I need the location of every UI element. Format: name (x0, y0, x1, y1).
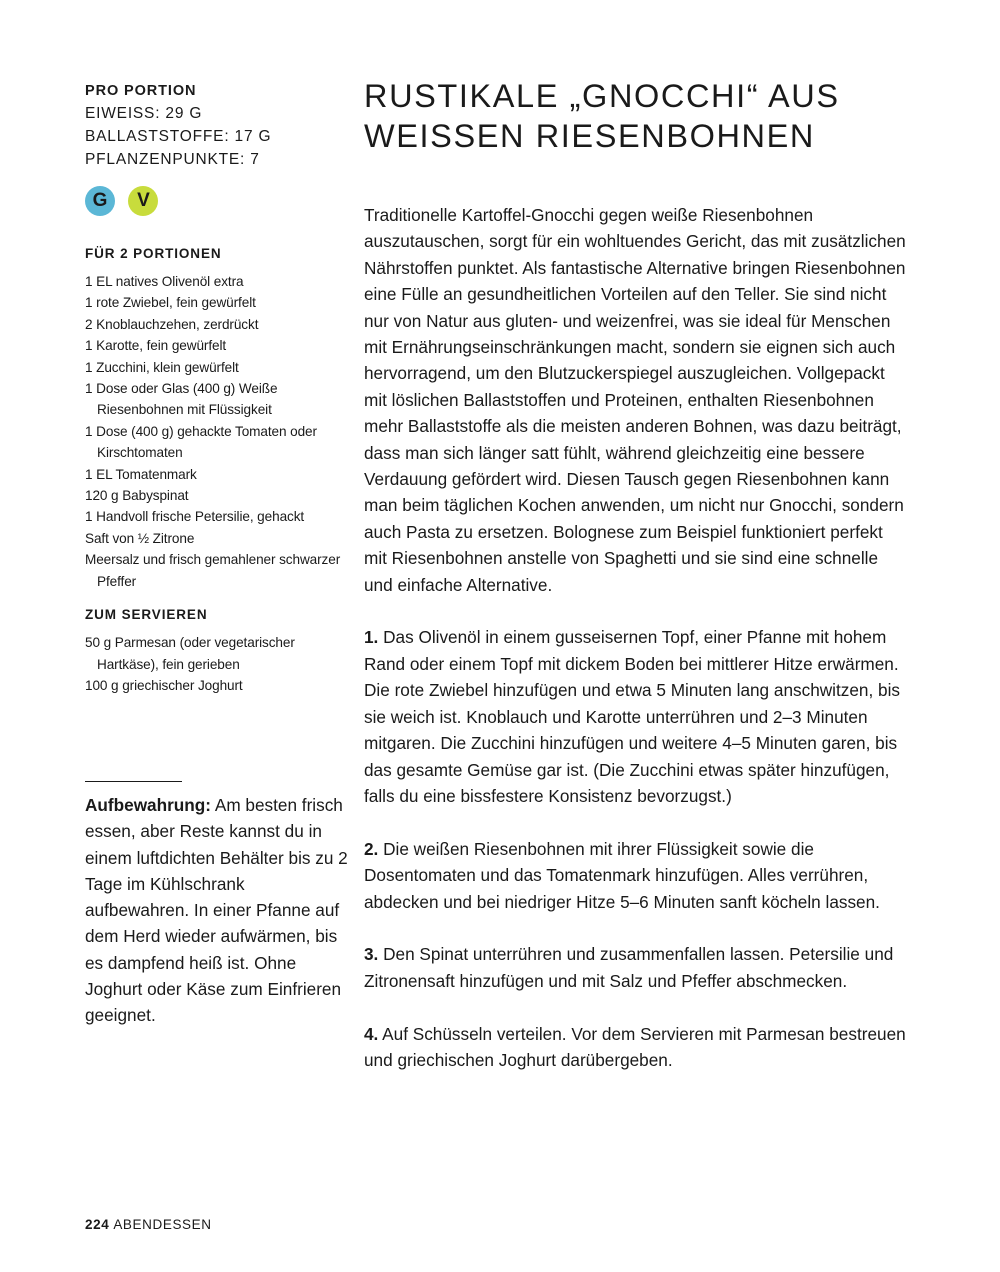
gluten-free-badge: G (85, 186, 115, 216)
recipe-title-line2: WEISSEN RIESENBOHNEN (364, 118, 815, 154)
step-text: Den Spinat unterrühren und zusammenfallen lassen. Petersilie und Zitronensaft hinzufügen und mit Salz und Pfeffer abschmecken. (364, 944, 894, 991)
section-name: ABENDESSEN (113, 1217, 212, 1232)
ingredient-item: 120 g Babyspinat (85, 488, 189, 504)
step-number: 3. (364, 944, 379, 965)
storage-text: Am besten frisch essen, aber Reste kannst du in einem luftdichten Behälter bis zu 2 Tage im Kühlschrank aufbewahren. In einer Pfanne auf dem Herd wieder aufwärmen, bis es dampfend heiß ist. Ohne Joghurt oder Käse zum Einfrieren geeignet. (85, 795, 348, 1026)
ingredient-item: 1 Dose oder Glas (400 g) Weiße Riesenbohnen mit Flüssigkeit (85, 381, 278, 418)
storage-note (85, 792, 350, 1029)
step-text: Das Olivenöl in einem gusseisernen Topf, einer Pfanne mit hohem Rand oder einem Topf mit dickem Boden bei mittlerer Hitze erwärmen. Die rote Zwiebel hinzufügen und etwa 5 Minuten lang anschwitzen, bis sie weich ist. Knoblauch und Karotte unterrühren und 2–3 Minuten mitgaren. Die Zucchini hinzufügen und weitere 4–5 Minuten garen, bis das gesamte Gemüse gar ist. (Die Zucchini etwas später hinzufügen, falls du eine bissfestere Konsistenz bevorzugst.) (364, 627, 900, 806)
diet-badges (85, 186, 347, 218)
recipe-step-3 (364, 941, 909, 994)
ingredient-item: 1 Handvoll frische Petersilie, gehackt (85, 509, 305, 525)
recipe-step-4 (364, 1021, 909, 1074)
ingredient-item: 1 Zucchini, klein gewürfelt (85, 359, 239, 375)
ingredient-item: 1 EL natives Olivenöl extra (85, 274, 244, 289)
serving-heading: ZUM SERVIEREN (85, 607, 208, 623)
ingredient-item: Saft von ½ Zitrone (85, 530, 195, 546)
nutrition-heading: PRO PORTION (85, 83, 197, 99)
vegetarian-badge: V (128, 186, 158, 216)
recipe-intro: Traditionelle Kartoffel-Gnocchi gegen weiße Riesenbohnen auszutauschen, sorgt für ein wohltuendes Gericht, das mit zusätzlichen Nährstoffen punktet. Als fantastische Alternative bringen Riesenbohnen eine Fülle an gesundheitlichen Vorteilen auf den Teller. Sie sind nicht nur von Natur aus gluten- und weizenfrei, was sie ideal für Menschen mit Ernährungseinschränkungen macht, sondern sie eignen sich auch hervorragend, um den Blutzuckerspiegel auszugleichen. Vollgepackt mit löslichen Ballaststoffen und Proteinen, enthalten Riesenbohnen mehr Ballaststoffe als die meisten anderen Bohnen, was dazu beiträgt, dass man sich länger satt fühlt, während gleichzeitig eine bessere Verdauung gefördert wird. Diesen Tausch gegen Riesenbohnen kann man beim täglichen Kochen anwenden, um nicht nur Gnocchi, sondern auch Pasta zu ersetzen. Bolognese zum Beispiel funktioniert perfekt mit Riesenbohnen anstelle von Spaghetti und sie sind eine schnelle und einfache Alternative. (364, 205, 906, 595)
ingredient-item: Meersalz und frisch gemahlener schwarzer Pfeffer (85, 552, 341, 589)
step-number: 2. (364, 838, 379, 859)
ingredient-item: 1 rote Zwiebel, fein gewürfelt (85, 295, 256, 311)
ingredients-heading: FÜR 2 PORTIONEN (85, 246, 222, 261)
recipe-step-1 (364, 624, 909, 809)
ingredient-item: 1 EL Tomatenmark (85, 466, 197, 482)
page-footer (85, 1217, 212, 1232)
serving-list (85, 632, 347, 696)
ingredients-list (85, 271, 347, 592)
sidebar (85, 80, 347, 696)
ingredient-item: 1 Karotte, fein gewürfelt (85, 338, 227, 354)
divider (85, 781, 182, 782)
recipe-title (364, 76, 909, 156)
step-number: 1. (364, 627, 379, 648)
nutrition-protein: EIWEISS: 29 G (85, 105, 203, 122)
serving-item: 100 g griechischer Joghurt (85, 677, 243, 693)
serving-item: 50 g Parmesan (oder vegetarischer Hartkäse), fein gerieben (85, 635, 295, 672)
storage-label: Aufbewahrung: (85, 795, 212, 815)
page-number: 224 (85, 1217, 110, 1232)
recipe-step-2 (364, 836, 909, 915)
step-text: Die weißen Riesenbohnen mit ihrer Flüssigkeit sowie die Dosentomaten und das Tomatenmark hinzufügen. Alles verrühren, abdecken und bei niedriger Hitze 5–6 Minuten sanft köcheln lassen. (364, 838, 880, 912)
recipe-title-line1: RUSTIKALE „GNOCCHI“ AUS (364, 78, 840, 114)
recipe-main (364, 76, 909, 1073)
step-number: 4. (364, 1023, 379, 1044)
nutrition-plant-points: PFLANZENPUNKTE: 7 (85, 151, 260, 168)
step-text: Auf Schüsseln verteilen. Vor dem Servieren mit Parmesan bestreuen und griechischen Joghurt darübergeben. (364, 1023, 906, 1070)
ingredient-item: 1 Dose (400 g) gehackte Tomaten oder Kirschtomaten (85, 423, 317, 461)
nutrition-fiber: BALLASTSTOFFE: 17 G (85, 128, 272, 145)
ingredient-item: 2 Knoblauchzehen, zerdrückt (85, 316, 259, 332)
